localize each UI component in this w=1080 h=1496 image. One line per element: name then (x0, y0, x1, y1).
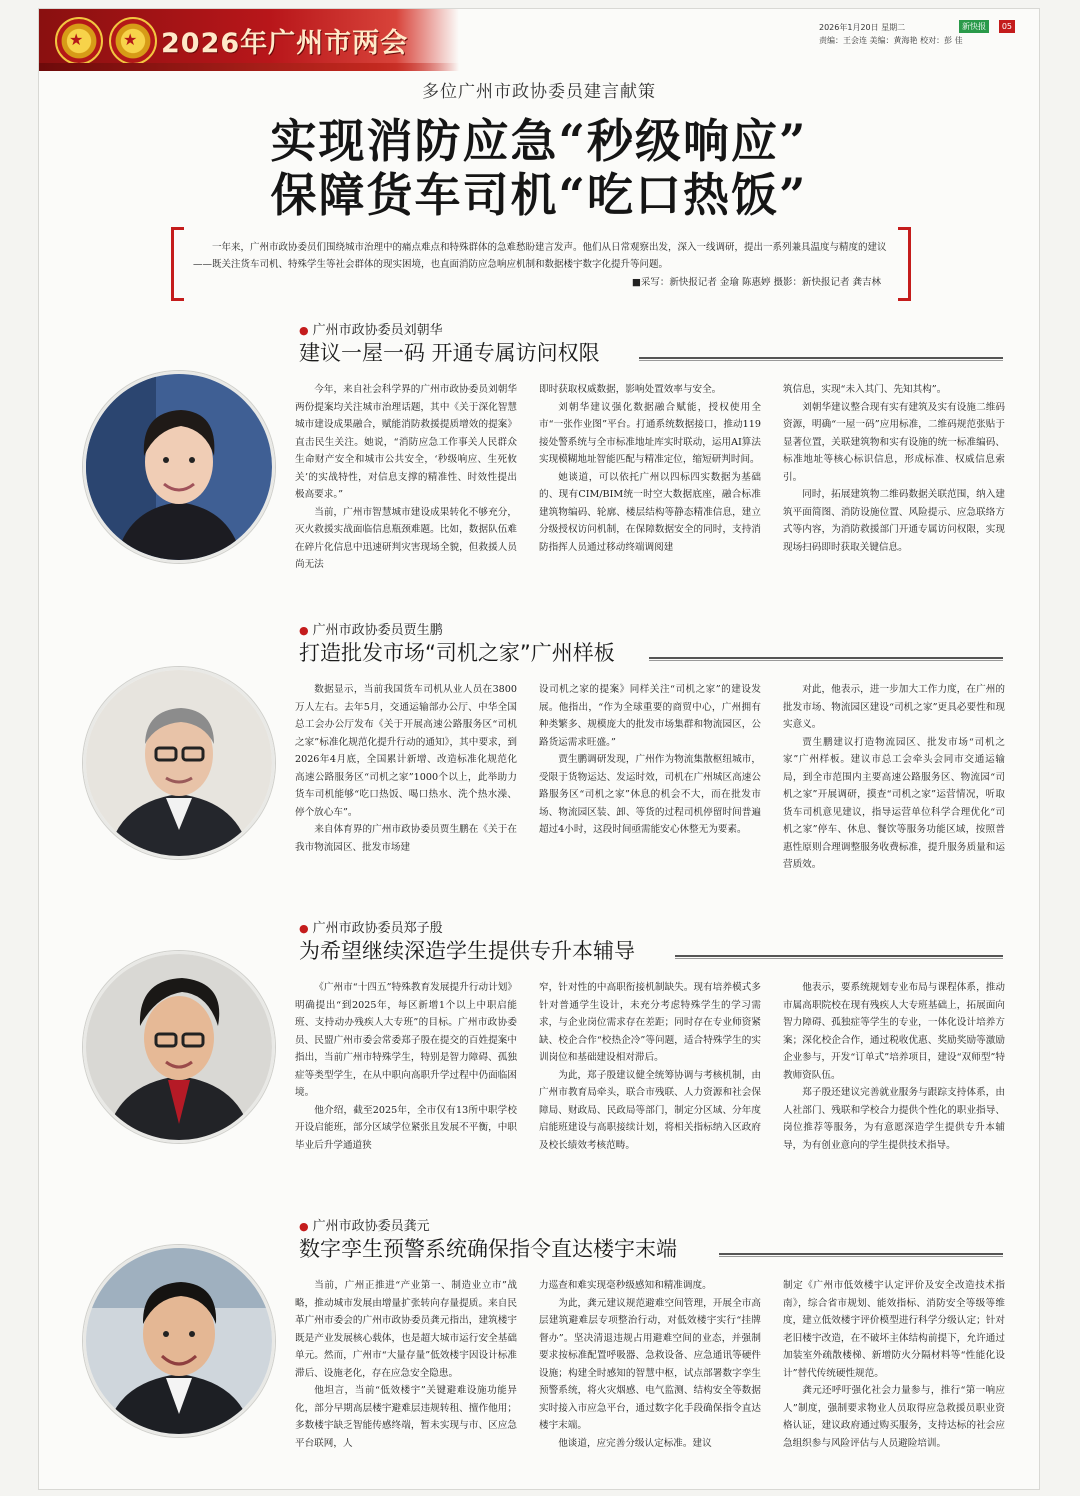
page-meta (819, 21, 1029, 47)
column-2 (539, 979, 761, 1154)
paragraph: 同时，拓展建筑物二维码数据关联范围，纳入建筑平面简图、消防设施位置、风险提示、应急联络方式等内容，为消防救援部门开通专属访问权限，实现现场扫码即时获取关键信息。 (783, 489, 1005, 553)
newspaper-page (38, 8, 1040, 1490)
column-1 (295, 681, 517, 874)
paragraph: 窄，针对性的中高职衔接机制缺失。现有培养模式多针对普通学生设计，未充分考虑特殊学生的学习需求，与企业岗位需求存在差距；同时存在专业师资紧缺、校企合作“校热企冷”等问题，适合特殊学生的实训岗位和基础建设相对滞后。 (539, 982, 761, 1063)
section-subtitle: ● 广州市政协委员刘朝华 (299, 319, 443, 338)
cppcc-emblem-icon: ★ (109, 17, 157, 65)
headline-line-1: 实现消防应急“秒级响应” (270, 114, 808, 168)
paragraph: 来自体育界的广州市政协委员贾生鹏在《关于在我市物流园区、批发市场建 (295, 824, 517, 853)
title-rule (675, 955, 1003, 959)
column-2 (539, 681, 761, 874)
portrait-illustration (86, 374, 272, 560)
paragraph: 即时获取权威数据，影响处置效率与安全。 (539, 384, 722, 395)
avatar (83, 371, 275, 563)
bracket-left (171, 227, 184, 301)
paragraph: 当前，广州市智慧城市建设成果转化不够充分，灭火救援实战面临信息瓶颈难题。比如，数据队伍难在碎片化信息中迅速研判灾害现场全貌，但救援人员尚无法 (295, 506, 517, 570)
column-2 (539, 381, 761, 574)
staff-line: 责编：王会连 美编：黄海艳 校对：彭 佳 (819, 36, 963, 45)
column-3 (783, 979, 1005, 1154)
paragraph: 他坦言，当前“低效楼宇”关键避难设施功能异化，部分早期高层楼宇避难层违规转租、擅作他用；多数楼宇缺乏智能传感终端，暂未实现与市、区应急平台联网，人 (295, 1385, 517, 1449)
paragraph: 郑子殷还建议完善就业服务与跟踪支持体系，由人社部门、残联和学校合力提供个性化的职业指导、岗位推荐等服务，为有意愿深造学生提供专升本辅导，为有创业意向的学生提供技术指导。 (783, 1087, 1005, 1151)
paragraph: 刘朝华建议整合现有实有建筑及实有设施二维码资源，明确“一屋一码”应用标准，二维码规范张贴于显著位置，关联建筑物和实有设施的统一标准编码、标准地址等核心标识信息，形成标准、权威信息索引。 (783, 401, 1005, 483)
paragraph: 力巡查和难实现毫秒级感知和精准调度。 (539, 1280, 712, 1291)
portrait-illustration (86, 1248, 272, 1434)
column-3 (783, 1277, 1005, 1452)
title-rule (639, 357, 1003, 361)
article-section (39, 319, 1039, 609)
section-subtitle: ● 广州市政协委员郑子殷 (299, 917, 443, 936)
paragraph: 贾生鹏调研发现，广州作为物流集散枢纽城市，受限于货物运达、发运时效，司机在广州城区高速公路服务区“司机之家”休息的机会不大，而在批发市场、物流园区装、卸、等货的过程司机停留时间普遍超过4小时，这段时间亟需能安心休整无为要素。 (539, 754, 761, 835)
section-subtitle: ● 广州市政协委员贾生鹏 (299, 619, 443, 638)
column-2 (539, 1277, 761, 1452)
article-section (39, 619, 1039, 914)
column-3 (783, 681, 1005, 874)
column-1 (295, 381, 517, 574)
column-3 (783, 381, 1005, 574)
header-banner (39, 9, 459, 71)
headline-line-2: 保障货车司机“吃口热饭” (270, 168, 808, 222)
kicker: 多位广州市政协委员建言献策 (422, 82, 656, 102)
paragraph: 为此，龚元建议规范避难空间管理，开展全市高层建筑避难层专项整治行动，对低效楼宇实行“挂牌督办”。坚决清退违规占用避难空间的业态，并强制要求按标准配置呼吸器、急救设备、应急通讯等硬件设施；构建全时感知的智慧中枢，试点部署数字孪生预警系统，将火灾烟感、电气监测、结构安全等数据实时接入市应急平台，通过数字化手段确保指令直达楼宇末端。 (539, 1297, 761, 1431)
portrait-illustration (86, 670, 272, 856)
paragraph: 他表示，要系统规划专业布局与课程体系，推动市属高职院校在现有残疾人大专班基础上，拓展面向智力障碍、孤独症等学生的专业，一体化设计培养方案；深化校企合作，通过税收优惠、奖励奖励等激励企业参与，开发“订单式”培养项目，建设“双师型”特教师资队伍。 (783, 982, 1005, 1081)
paragraph: 他谈道，应完善分级认定标准。建议 (558, 1437, 712, 1449)
article-columns (295, 979, 1005, 1154)
avatar (83, 1245, 275, 1437)
paragraph: 今年，来自社会科学界的广州市政协委员刘朝华两份提案均关注城市治理话题，其中《关于深化智慧城市建设成果融合，赋能消防救援提质增效的提案》直击民生关注。她说，“消防应急工作事关人民群众生命财产安全和城市公共安全，‘秒级响应、生死攸关’的实战特性，对信息支撑的精准性、时效性提出极高要求。” (295, 384, 517, 500)
section-title: 数字孪生预警系统确保指令直达楼宇末端 (299, 1237, 677, 1261)
column-1 (295, 979, 517, 1154)
title-rule (719, 1253, 1003, 1257)
portrait-illustration (86, 954, 272, 1140)
byline-credit: ■采写：新快报记者 金瑜 陈惠婷 摄影：新快报记者 龚吉林 (631, 277, 881, 288)
section-title: 为希望继续深造学生提供专升本辅导 (299, 939, 635, 963)
lead-paragraph-box (171, 227, 911, 299)
paragraph: 贾生鹏建议打造物流园区、批发市场“司机之家”广州样板。建议市总工会牵头会同市交通运输局，到全市范围内主要高速公路服务区、物流园“司机之家”开展调研，摸查“司机之家”运营情况，听取货车司机意见建议，指导运营单位科学合理优化“司机之家”停车、休息、餐饮等服务功能区域，按照普惠性原则合理调整服务收费标准，提升服务质量和运营质效。 (783, 736, 1005, 870)
national-emblem-icon: ★ (55, 17, 103, 65)
article-section (39, 917, 1039, 1217)
title-rule (649, 657, 1003, 661)
bracket-right (898, 227, 911, 301)
article-columns (295, 681, 1005, 874)
paragraph: 为此，郑子殷建议健全统筹协调与考核机制，由广州市教育局牵头，联合市残联、人力资源和社会保障局、财政局、民政局等部门，制定分区域、分年度启能班建设与高职接续计划，将相关指标纳入区政府及校长绩效考核范畴。 (539, 1069, 761, 1151)
section-subtitle: ● 广州市政协委员龚元 (299, 1215, 430, 1234)
paragraph: 筑信息，实现“未入其门、先知其构”。 (783, 384, 947, 395)
paragraph: 设司机之家的提案》同样关注“司机之家”的建设发展。他指出，“作为全球重要的商贸中心，广州拥有种类繁多、规模庞大的批发市场集群和物流园区，公路货运需求旺盛。” (539, 684, 761, 748)
article-columns (295, 381, 1005, 574)
page-number: 05 (999, 20, 1015, 33)
article-columns (295, 1277, 1005, 1452)
section-title: 建议一屋一码 开通专属访问权限 (299, 341, 600, 365)
paragraph: 制定《广州市低效楼宇认定评价及安全改造技术指南》，综合省市规划、能效指标、消防安全等级等维度，建立低效楼宇评价模型进行科学分级认定；针对老旧楼宇改造，在不破坏主体结构前提下，允许通过加装室外疏散楼梯、新增防火分隔材料等“性能化设计”替代传统硬性规范。 (783, 1280, 1005, 1379)
paragraph: 数据显示，当前我国货车司机从业人员在3800万人左右。去年5月，交通运输部办公厅、中华全国总工会办公厅发布《关于开展高速公路服务区“司机之家”标准化规范化提升行动的通知》，其中要求，到2026年4月底，全国累计新增、改造标准化规范化高速公路服务区“司机之家”1000个以上，此举助力货车司机能够“吃口热饭、喝口热水、洗个热水澡、停个放心车”。 (295, 684, 517, 818)
paragraph: 她谈道，可以依托广州以四标四实数据为基础的、现有CIM/BIM统一时空大数据底座，融合标准建筑物编码、轮廓、楼层结构等静态精准信息，建立分级授权访问机制，在保障数据安全的同时，支持消防指挥人员通过移动终端调阅建 (539, 471, 761, 553)
newspaper-badge: 新快报 (959, 20, 989, 33)
avatar (83, 667, 275, 859)
banner-title: 2026年广州市两会 (161, 28, 409, 59)
article-section (39, 1215, 1039, 1485)
section-title: 打造批发市场“司机之家”广州样板 (299, 641, 615, 665)
paragraph: 他介绍，截至2025年，全市仅有13所中职学校开设启能班，部分区域学位紧张且发展不平衡，中职毕业后升学通道狭 (295, 1104, 517, 1151)
paragraph: 《广州市“十四五”特殊教育发展提升行动计划》明确提出“到2025年，每区新增1个以上中职启能班、支持动办残疾人大专班”的目标。广州市政协委员、民盟广州市委会常委郑子殷在提交的百姓提案中指出，当前广州市特殊学生，特别是智力障碍、孤独症等类型学生，在从中职向高职升学过程中仍面临困境。 (295, 982, 517, 1098)
avatar (83, 951, 275, 1143)
paragraph: 对此，他表示，进一步加大工作力度，在广州的批发市场、物流园区建设“司机之家”更具必要性和现实意义。 (783, 684, 1005, 730)
paragraph: 龚元还呼吁强化社会力量参与，推行“第一响应人”制度，强制要求物业人员取得应急救援员职业资格认证，建议政府通过购买服务，支持达标的社会应急组织参与风险评估与人员避险培训。 (783, 1385, 1005, 1449)
paragraph: 当前，广州正推进“产业第一、制造业立市”战略，推动城市发展由增量扩张转向存量提质。来自民革广州市委会的广州市政协委员龚元指出，建筑楼宇既是产业发展核心载体，也是超大城市运行安全基础单元。然而，广州市“大量存量”低效楼宇因设计标准滞后、设施老化，存在应急安全隐患。 (295, 1280, 517, 1379)
column-1 (295, 1277, 517, 1452)
date-line: 2026年1月20日 星期二 (819, 23, 906, 32)
lead-text: 一年来，广州市政协委员们围绕城市治理中的痛点难点和特殊群体的急难愁盼建言发声。他们从日常观察出发，深入一线调研，提出一系列兼具温度与精度的建议——既关注货车司机、特殊学生等社会群体的现实困境，也直面消防应急响应机制和数据楼宇数字化提升等问题。 (193, 242, 887, 270)
paragraph: 刘朝华建议强化数据融合赋能，授权使用全市“一张作业图”平台。打通系统数据接口，推动119接处警系统与全市标准地址库实时联动，运用AI算法实现模糊地址智能匹配与精准定位，缩短研判时间。 (539, 401, 761, 465)
